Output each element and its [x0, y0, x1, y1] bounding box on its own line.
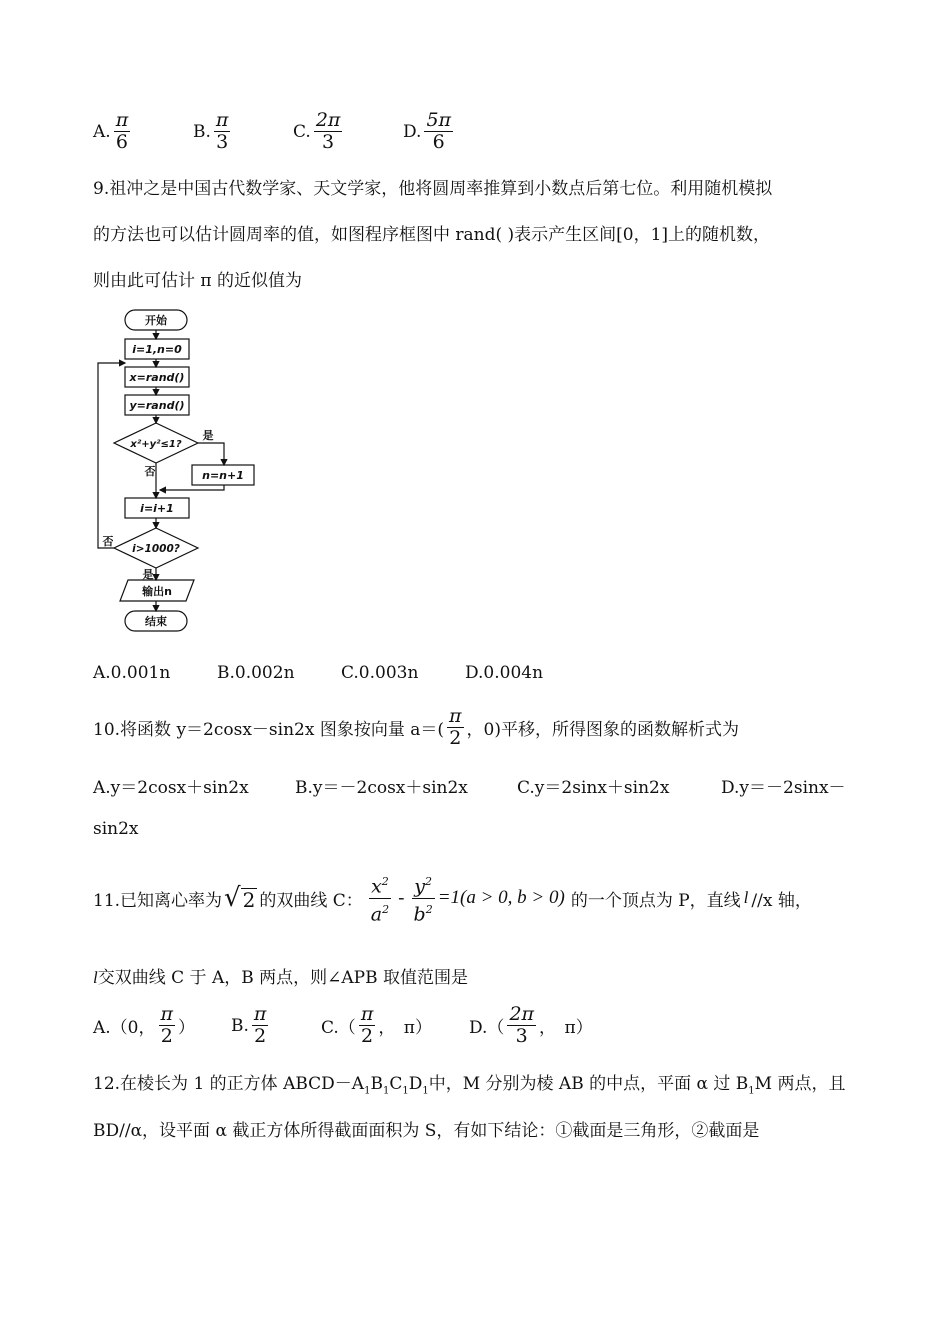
flow-init-text: i=1,n=0	[132, 343, 182, 356]
q11-options	[93, 1004, 693, 1056]
q8-option-a: A. $\frac{\pi}{6}$	[93, 109, 129, 153]
q11-stem: 11.已知离心率为 √ 2 的双曲线 C： $\frac{x^2}{a^2}$ - $\frac{y^2}{b^2}$ =1(a > 0, b > 0) 的一个顶点为 P，直线 l //x 轴，	[93, 875, 812, 925]
flow-yes1-text: 是	[202, 429, 214, 442]
q11-line-2: l交双曲线 C 于 A，B 两点，则∠APB 取值范围是	[93, 968, 468, 988]
flow-end-text: 结束	[145, 615, 167, 628]
q10-stem: 10.将函数 y＝2cosx－sin2x 图象按向量 a＝( $\frac{\pi}{2}$ ，0)平移，所得图象的函数解析式为	[93, 704, 739, 749]
flow-x-text: x=rand()	[129, 371, 185, 384]
flow-cond2-text: i>1000?	[132, 543, 180, 555]
q10-option-b: B.y＝－2cosx＋sin2x	[295, 778, 468, 798]
flow-n-inc-text: n=n+1	[202, 469, 244, 482]
flowchart	[90, 305, 270, 640]
q9-option-b: B.0.002n	[217, 663, 295, 683]
flow-start-text: 开始	[145, 314, 167, 327]
q8-options	[93, 108, 693, 160]
q11-option-b: B. $\frac{\pi}{2}$	[231, 1003, 267, 1047]
q12-line-1: 12.在棱长为 1 的正方体 $ABCD-A_1B_1C_1D_1$中，M 分别为棱 AB 的中点，平面 α 过 $B_1M$ 两点，且	[93, 1074, 846, 1097]
q10-option-a: A.y＝2cosx＋sin2x	[93, 778, 249, 798]
q9-option-d: D.0.004n	[465, 663, 544, 683]
flow-no1-text: 否	[144, 465, 156, 478]
q10-option-d-cont: sin2x	[93, 819, 139, 839]
q9-line-3: 则由此可估计 π 的近似值为	[93, 271, 302, 291]
q10-option-c: C.y＝2sinx＋sin2x	[517, 778, 670, 798]
q10-option-d: D.y＝－2sinx－	[721, 778, 846, 798]
q8-option-c: C. $\frac{2\pi}{3}$	[293, 109, 341, 153]
flow-yes2-text: 是	[142, 568, 154, 581]
flow-y-text: y=rand()	[129, 399, 185, 412]
flow-no2-text: 否	[102, 535, 114, 548]
q11-option-c: C.（ $\frac{\pi}{2}$ ， π）	[321, 1003, 432, 1047]
q9-line-2: 的方法也可以估计圆周率的值，如图程序框图中 rand( )表示产生区间[0，1]上的随机数，	[93, 225, 771, 245]
q8-option-d: D. $\frac{5\pi}{6}$	[403, 109, 452, 153]
sqrt-two: √ 2	[224, 883, 256, 913]
q8-option-b: B. $\frac{\pi}{3}$	[193, 109, 229, 153]
q11-option-a: A.（0， $\frac{\pi}{2}$ ）	[93, 1003, 195, 1047]
q11-option-d: D.（ $\frac{2\pi}{3}$ ， π）	[469, 1003, 593, 1047]
q9-line-1: 9.祖冲之是中国古代数学家、天文学家，他将圆周率推算到小数点后第七位。利用随机模拟	[93, 179, 773, 199]
q9-option-c: C.0.003n	[341, 663, 419, 683]
flow-cond1-text: x²+y²≤1?	[130, 439, 182, 450]
flow-output-text: 输出n	[142, 585, 172, 598]
flow-i-inc-text: i=i+1	[140, 502, 174, 515]
q12-line-2: BD//α，设平面 α 截正方体所得截面面积为 S，有如下结论：①截面是三角形，②截面是	[93, 1121, 760, 1141]
q9-option-a: A.0.001n	[93, 663, 171, 683]
